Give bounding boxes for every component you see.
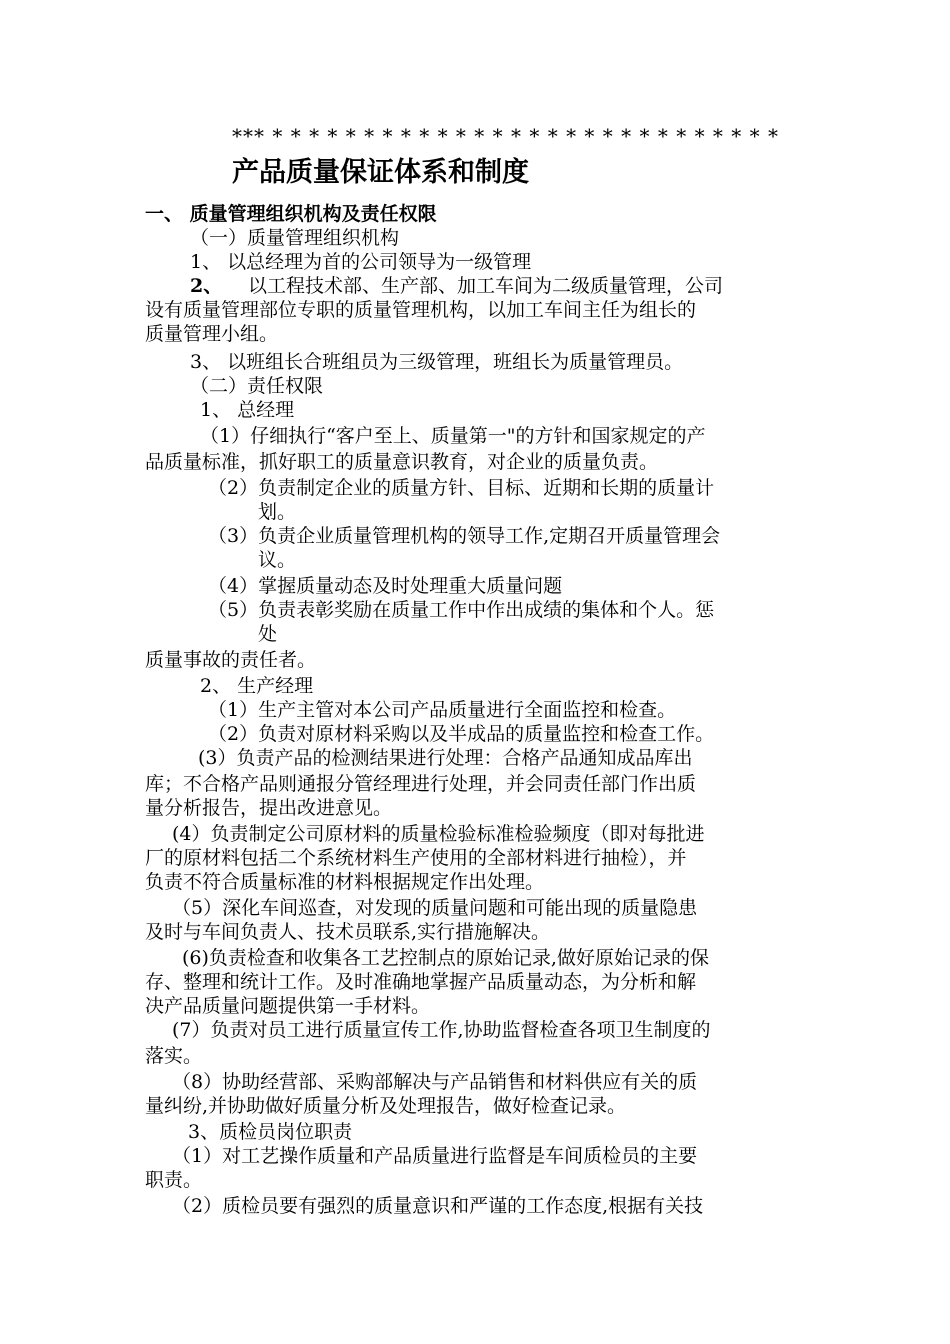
text-line: 设有质量管理部位专职的质量管理机构，以加工车间主任为组长的	[145, 299, 697, 321]
text-line: 量纠纷,并协助做好质量分析及处理报告，做好检查记录。	[145, 1095, 627, 1117]
list-heading: 3、质检员岗位职责	[188, 1121, 353, 1143]
text-line: 负责不符合质量标准的材料根据规定作出处理。	[145, 871, 545, 893]
text-line: 处	[258, 623, 278, 645]
text-line: 质量事故的责任者。	[145, 649, 317, 671]
text-line: （3）负责企业质量管理机构的领导工作,定期召开质量管理会	[208, 525, 721, 547]
subsection-heading: （二）责任权限	[190, 375, 324, 397]
text-line: （5）负责表彰奖励在质量工作中作出成绩的集体和个人。惩	[208, 599, 715, 621]
text-line: 库；不合格产品则通报分管经理进行处理，并会同责任部门作出质	[145, 773, 697, 795]
text-line: （2）负责对原材料采购以及半成品的质量监控和检查工作。	[208, 723, 715, 745]
text-line: 存、整理和统计工作。及时准确地掌握产品质量动态，为分析和解	[145, 971, 697, 993]
text-line: （2）负责制定企业的质量方针、目标、近期和长期的质量计	[208, 477, 715, 499]
text-line: （1）对工艺操作质量和产品质量进行监督是车间质检员的主要	[172, 1145, 698, 1167]
text-line: 以工程技术部、生产部、加工车间为二级质量管理，公司	[248, 275, 724, 297]
text-line: 议。	[258, 549, 297, 571]
text-line: (3）负责产品的检测结果进行处理：合格产品通知成品库出	[198, 747, 693, 769]
text-line: 1、 以总经理为首的公司领导为一级管理	[190, 251, 532, 273]
page-title: 产品质量保证体系和制度	[232, 157, 529, 188]
section-heading: 一、 质量管理组织机构及责任权限	[145, 203, 437, 225]
text-line: (4）负责制定公司原材料的质量检验标准检验频度（即对每批进	[172, 823, 705, 845]
text-line: （1）仔细执行“客户至上、质量第一"的方针和国家规定的产	[200, 425, 706, 447]
text-line: 质量管理小组。	[145, 323, 279, 345]
text-line: （8）协助经营部、采购部解决与产品销售和材料供应有关的质	[172, 1071, 698, 1093]
text-line: （4）掌握质量动态及时处理重大质量问题	[208, 575, 563, 597]
text-line: (6)负责检查和收集各工艺控制点的原始记录,做好原始记录的保	[182, 947, 709, 969]
text-line: （2）质检员要有强烈的质量意识和严谨的工作态度,根据有关技	[172, 1195, 704, 1217]
text-line: 落实。	[145, 1045, 203, 1067]
subsection-heading: （一）质量管理组织机构	[190, 227, 400, 249]
text-line: 厂的原材料包括二个系统材料生产使用的全部材料进行抽检），并	[145, 847, 687, 869]
list-number: 2、	[190, 275, 223, 297]
text-line: 及时与车间负责人、技术员联系,实行措施解决。	[145, 921, 551, 943]
text-line: 职责。	[145, 1169, 203, 1191]
text-line: 划。	[258, 501, 297, 523]
list-heading: 1、 总经理	[200, 399, 295, 421]
list-heading: 2、 生产经理	[200, 675, 314, 697]
text-line: 决产品质量问题提供第一手材料。	[145, 995, 431, 1017]
text-line: 品质量标准，抓好职工的质量意识教育，对企业的质量负责。	[145, 451, 659, 473]
star-divider: *** * * * * * * * * * * * * * * * * * * * * * * * * * * * *	[232, 124, 780, 148]
text-line: 3、 以班组长合班组员为三级管理，班组长为质量管理员。	[190, 351, 684, 373]
text-line: （5）深化车间巡查，对发现的质量问题和可能出现的质量隐患	[172, 897, 698, 919]
text-line: （1）生产主管对本公司产品质量进行全面监控和检查。	[208, 699, 677, 721]
text-line: 量分析报告，提出改进意见。	[145, 797, 393, 819]
text-line: (7）负责对员工进行质量宣传工作,协助监督检查各项卫生制度的	[172, 1019, 711, 1041]
